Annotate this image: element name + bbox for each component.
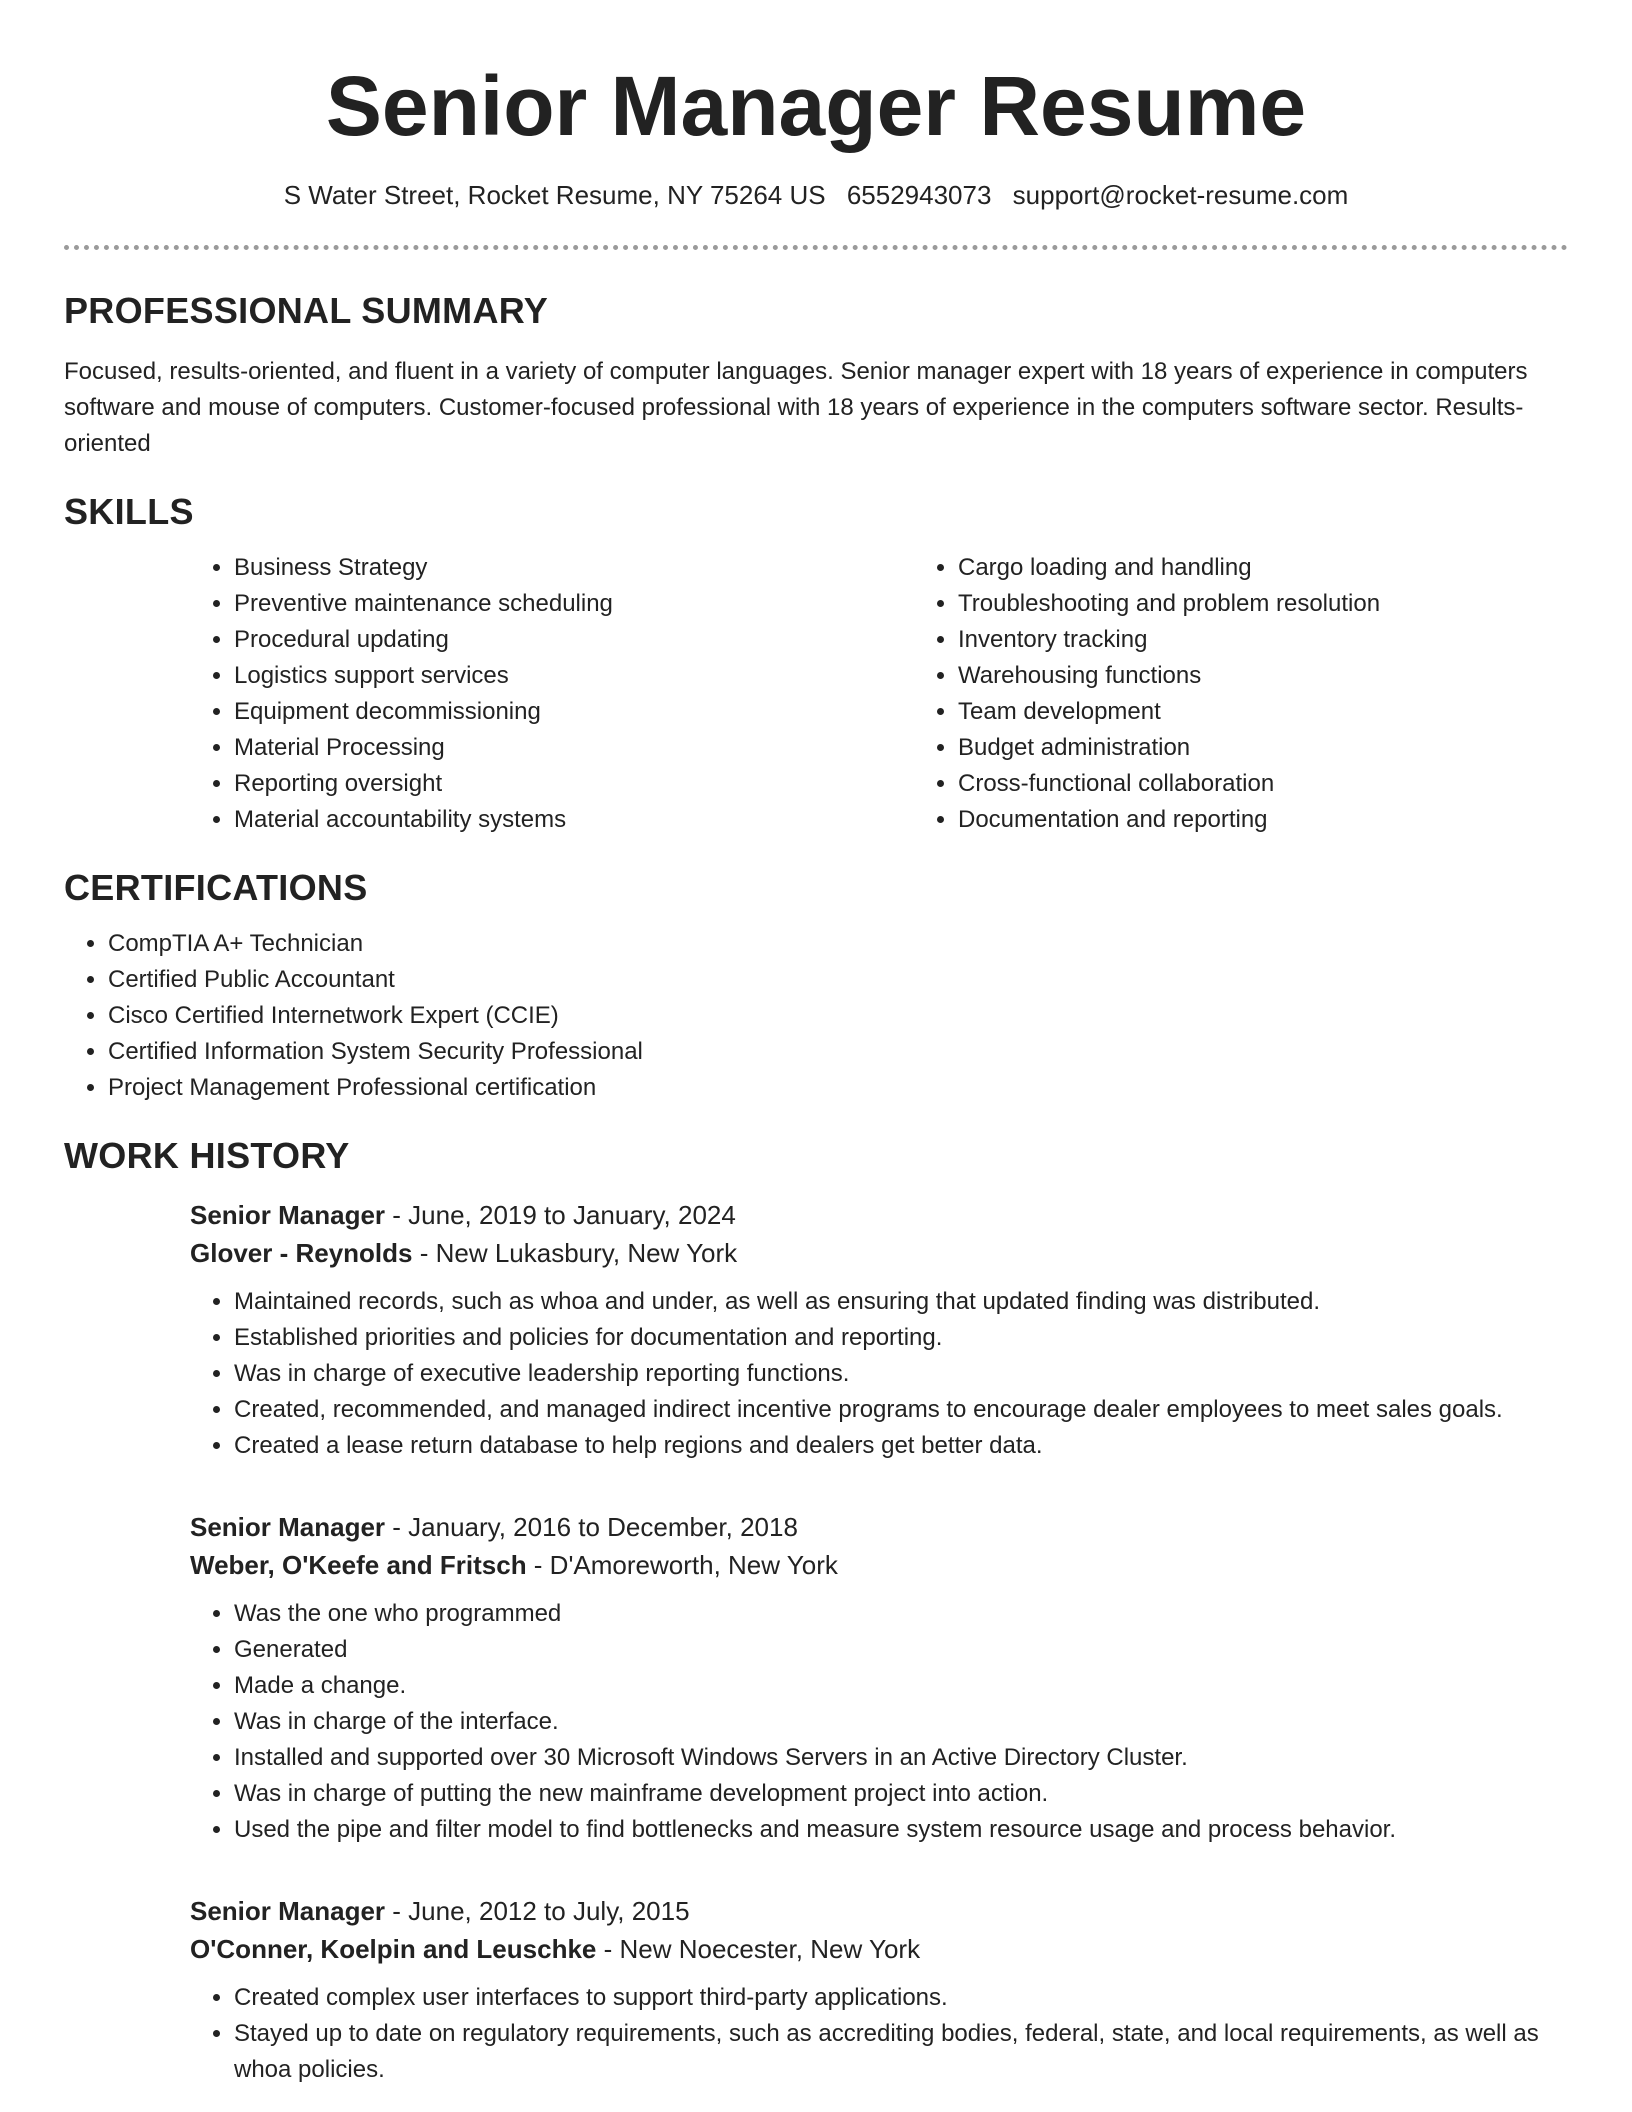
- job-duty: • Created complex user interfaces to support third-party applications.: [234, 1980, 1568, 2016]
- job-location: - New Lukasbury, New York: [412, 1238, 738, 1268]
- job-duties: [190, 1596, 1568, 1848]
- certification-item: • CompTIA A+ Technician: [108, 926, 1568, 962]
- job-role: Senior Manager: [190, 1896, 386, 1926]
- job-dates: - June, 2019 to January, 2024: [385, 1200, 736, 1230]
- job-location: - D'Amoreworth, New York: [526, 1550, 838, 1580]
- job-duty: • Maintained records, such as whoa and under, as well as ensuring that updated finding was distributed.: [234, 1284, 1568, 1320]
- job-duty: • Was in charge of the interface.: [234, 1704, 1568, 1740]
- job-duty: • Was in charge of executive leadership reporting functions.: [234, 1356, 1568, 1392]
- certifications-list: [64, 926, 1568, 1106]
- skill-item: • Business Strategy: [234, 550, 914, 586]
- skill-item: • Inventory tracking: [958, 622, 1632, 658]
- job-duty: • Created, recommended, and managed indirect incentive programs to encourage dealer employees to meet sales goals.: [234, 1392, 1568, 1428]
- certification-item: • Cisco Certified Internetwork Expert (CCIE): [108, 998, 1568, 1034]
- job-title-line: [190, 1892, 1568, 1930]
- job-entry: [190, 1508, 1568, 1848]
- skill-item: • Material accountability systems: [234, 802, 914, 838]
- skill-item: • Budget administration: [958, 730, 1632, 766]
- job-duty: • Installed and supported over 30 Microsoft Windows Servers in an Active Directory Cluster.: [234, 1740, 1568, 1776]
- job-company-line: [190, 1930, 1568, 1968]
- skills-list: [190, 550, 1568, 838]
- summary-heading: PROFESSIONAL SUMMARY: [64, 290, 549, 331]
- job-company: O'Conner, Koelpin and Leuschke: [190, 1934, 597, 1964]
- summary-text: Focused, results-oriented, and fluent in a variety of computer languages. Senior manager expert with 18 years of experience in computers software and mouse of computers. Customer-focused professional with 18 years of experience in the computers software sector. Results-oriented: [64, 358, 1528, 457]
- certification-item: • Certified Public Accountant: [108, 962, 1568, 998]
- skill-item: • Equipment decommissioning: [234, 694, 914, 730]
- job-title-line: [190, 1508, 1568, 1546]
- address-text: S Water Street, Rocket Resume, NY 75264 US: [283, 180, 826, 210]
- job-duty: • Established priorities and policies for documentation and reporting.: [234, 1320, 1568, 1356]
- job-company-line: [190, 1234, 1568, 1272]
- skill-item: • Troubleshooting and problem resolution: [958, 586, 1632, 622]
- job-company-line: [190, 1546, 1568, 1584]
- job-duties: [190, 1284, 1568, 1464]
- job-location: - New Noecester, New York: [596, 1934, 921, 1964]
- skills-heading: SKILLS: [64, 491, 194, 532]
- resume-title: Senior Manager Resume: [325, 59, 1307, 153]
- work-history-heading: WORK HISTORY: [64, 1135, 350, 1176]
- job-duty: • Was the one who programmed: [234, 1596, 1568, 1632]
- job-duty: • Was in charge of putting the new mainframe development project into action.: [234, 1776, 1568, 1812]
- skill-item: • Logistics support services: [234, 658, 914, 694]
- skills-right-column: [914, 550, 1632, 838]
- skill-item: • Documentation and reporting: [958, 802, 1632, 838]
- job-duty: • Made a change.: [234, 1668, 1568, 1704]
- job-duty: • Stayed up to date on regulatory requirements, such as accrediting bodies, federal, state, and local requirements, as well as whoa policies.: [234, 2016, 1568, 2088]
- job-entry: [190, 1892, 1568, 2088]
- certification-item: • Project Management Professional certification: [108, 1070, 1568, 1106]
- skill-item: • Reporting oversight: [234, 766, 914, 802]
- phone-text: 6552943073: [846, 180, 992, 210]
- header-divider: [64, 245, 1568, 250]
- job-dates: - January, 2016 to December, 2018: [385, 1512, 798, 1542]
- job-role: Senior Manager: [190, 1200, 386, 1230]
- job-company: Glover - Reynolds: [190, 1238, 413, 1268]
- email-link[interactable]: support@rocket-resume.com: [1012, 180, 1349, 210]
- skill-item: • Warehousing functions: [958, 658, 1632, 694]
- contact-line: [64, 178, 1568, 212]
- skills-left-column: [190, 550, 914, 838]
- job-title-line: [190, 1196, 1568, 1234]
- skill-item: • Procedural updating: [234, 622, 914, 658]
- job-role: Senior Manager: [190, 1512, 386, 1542]
- job-duties: [190, 1980, 1568, 2088]
- skill-item: • Preventive maintenance scheduling: [234, 586, 914, 622]
- job-duty: • Used the pipe and filter model to find bottlenecks and measure system resource usage and process behavior.: [234, 1812, 1568, 1848]
- job-duty: • Created a lease return database to help regions and dealers get better data.: [234, 1428, 1568, 1464]
- job-dates: - June, 2012 to July, 2015: [385, 1896, 690, 1926]
- skill-item: • Team development: [958, 694, 1632, 730]
- certification-item: • Certified Information System Security Professional: [108, 1034, 1568, 1070]
- skill-item: • Cargo loading and handling: [958, 550, 1632, 586]
- skill-item: • Material Processing: [234, 730, 914, 766]
- job-company: Weber, O'Keefe and Fritsch: [190, 1550, 527, 1580]
- job-entry: [190, 1196, 1568, 1464]
- skill-item: • Cross-functional collaboration: [958, 766, 1632, 802]
- work-history-list: [190, 1196, 1568, 2088]
- certifications-heading: CERTIFICATIONS: [64, 867, 368, 908]
- job-duty: • Generated: [234, 1632, 1568, 1668]
